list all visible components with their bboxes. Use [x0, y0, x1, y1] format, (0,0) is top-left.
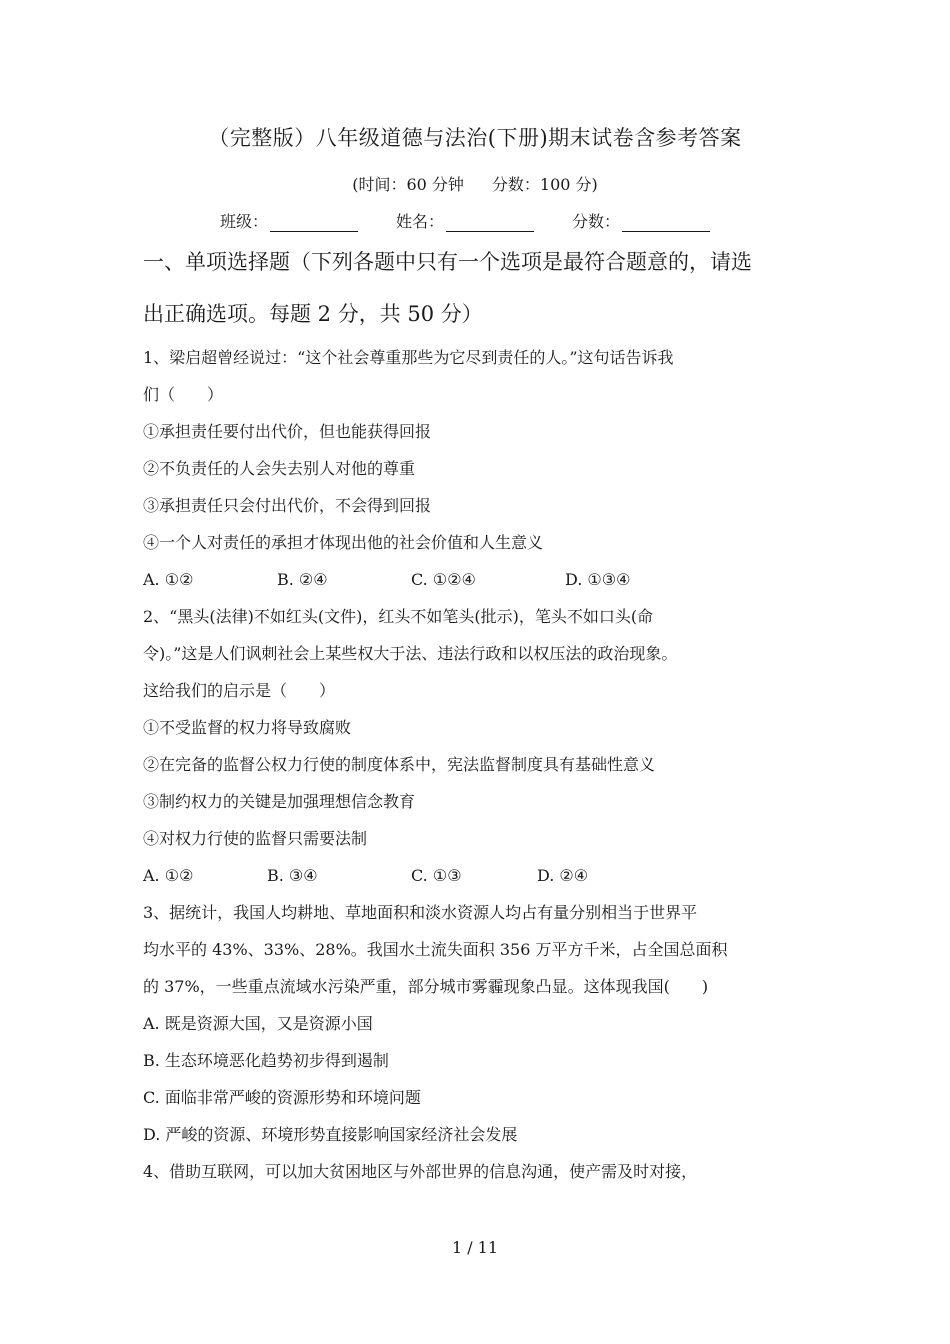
q3-option-b: B. 生态环境恶化趋势初步得到遏制 [143, 1051, 389, 1070]
q2-stem: 这给我们的启示是（ ） [143, 681, 336, 700]
exam-info [0, 172, 950, 195]
q2-stem: 2、“黑头(法律)不如红头(文件)，红头不如笔头(批示)，笔头不如口头(命 [143, 607, 654, 626]
score-label: 分数： [572, 212, 621, 231]
question-list [143, 339, 815, 1190]
page-number: 1 / 11 [451, 1238, 499, 1257]
exam-score: 分数：100 分) [491, 175, 598, 194]
class-label: 班级： [220, 212, 269, 231]
q3-option-c: C. 面临非常严峻的资源形势和环境问题 [143, 1088, 421, 1107]
q2-statement: ②在完备的监督公权力行使的制度体系中，宪法监督制度具有基础性意义 [143, 755, 656, 774]
q2-option-c: C. ①③ [411, 866, 462, 885]
q1-option-a: A. ①② [143, 570, 194, 589]
exam-time: (时间：60 分钟 [352, 175, 464, 194]
q2-stem: 令)。”这是人们讽刺社会上某些权大于法、违法行政和以权压法的政治现象。 [143, 644, 678, 663]
q3-stem: 3、据统计，我国人均耕地、草地面积和淡水资源人均占有量分别相当于世界平 [143, 903, 698, 922]
section-heading-line: 一、单项选择题（下列各题中只有一个选项是最符合题意的，请选 [143, 250, 752, 274]
q2-statement: ③制约权力的关键是加强理想信念教育 [143, 792, 416, 811]
class-blank [270, 213, 358, 232]
q1-statement: ④一个人对责任的承担才体现出他的社会价值和人生意义 [143, 533, 544, 552]
section-heading-line: 出正确选项。每题 2 分，共 50 分） [143, 302, 483, 326]
class-field [220, 209, 358, 232]
q4-stem: 4、借助互联网，可以加大贫困地区与外部世界的信息沟通，使产需及时对接， [143, 1162, 698, 1181]
q1-statement: ②不负责任的人会失去别人对他的尊重 [143, 459, 416, 478]
q3-stem: 的 37%，一些重点流域水污染严重，部分城市雾霾现象凸显。这体现我国( ) [143, 977, 709, 996]
q2-statement: ①不受监督的权力将导致腐败 [143, 718, 352, 737]
score-field [572, 209, 710, 232]
q1-statement: ①承担责任要付出代价，但也能获得回报 [143, 422, 432, 441]
name-label: 姓名： [396, 212, 445, 231]
q3-stem: 均水平的 43%、33%、28%。我国水土流失面积 356 万平方千米，占全国总面积 [143, 940, 728, 959]
section-heading [143, 236, 815, 340]
q1-statement: ③承担责任只会付出代价，不会得到回报 [143, 496, 432, 515]
q2-options [143, 857, 815, 894]
q1-stem: 1、梁启超曾经说过：“这个社会尊重那些为它尽到责任的人。”这句话告诉我 [143, 348, 674, 367]
score-blank [622, 213, 710, 232]
q1-option-c: C. ①②④ [411, 570, 476, 589]
q2-option-b: B. ③④ [267, 866, 318, 885]
q3-option-d: D. 严峻的资源、环境形势直接影响国家经济社会发展 [143, 1125, 518, 1144]
q1-options [143, 561, 815, 598]
q3-option-a: A. 既是资源大国，又是资源小国 [143, 1014, 373, 1033]
student-fields [220, 209, 748, 232]
name-blank [446, 213, 534, 232]
q2-statement: ④对权力行使的监督只需要法制 [143, 829, 368, 848]
q2-option-d: D. ②④ [537, 866, 589, 885]
q1-option-d: D. ①③④ [565, 570, 631, 589]
q1-stem: 们（ ） [143, 385, 224, 404]
page-title: （完整版）八年级道德与法治(下册)期末试卷含参考答案 [208, 126, 742, 150]
q2-option-a: A. ①② [143, 866, 194, 885]
q1-option-b: B. ②④ [277, 570, 328, 589]
name-field [396, 209, 534, 232]
